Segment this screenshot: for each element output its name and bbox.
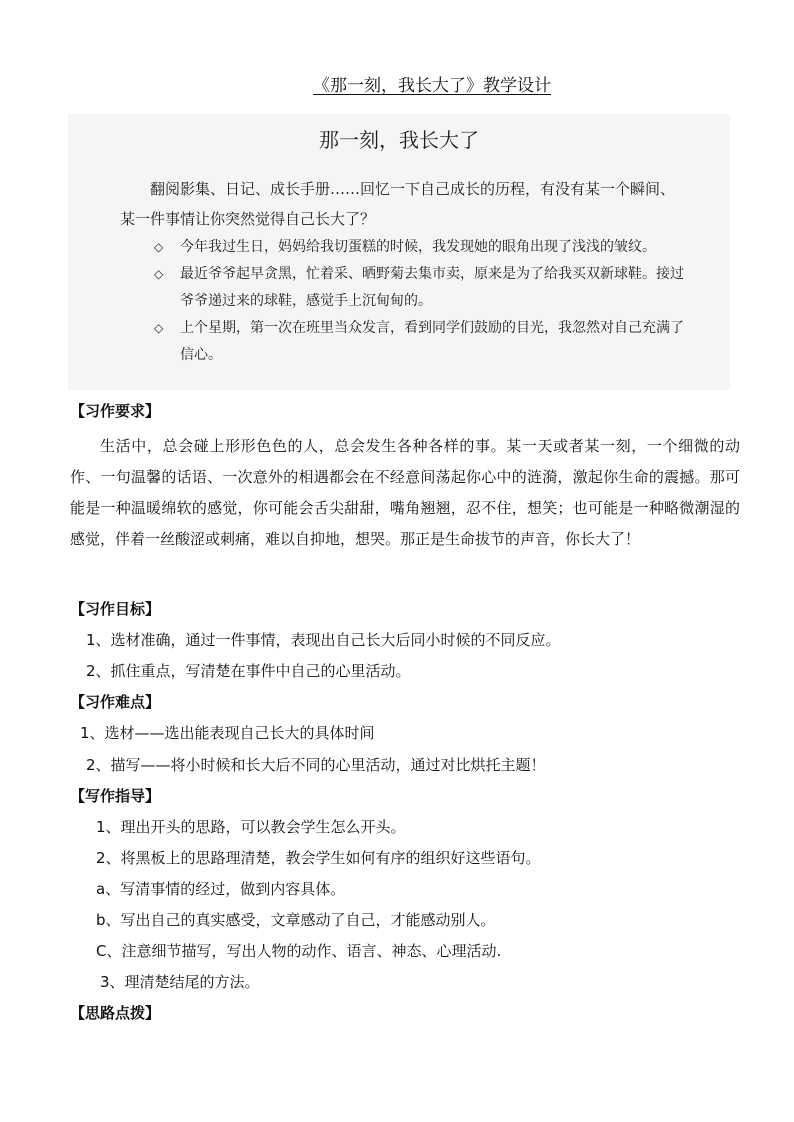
diamond-bullet-icon: ◇ [154, 240, 164, 254]
goal-item: 1、选材准确，通过一件事情，表现出自己长大后同小时候的不同反应。 [86, 631, 561, 649]
guidance-item: b、写出自己的真实感受，文章感动了自己，才能感动别人。 [96, 911, 496, 929]
guidance-item: 3、理清楚结尾的方法。 [100, 973, 260, 991]
scan-title: 那一刻，我长大了 [319, 128, 479, 152]
scan-example-item: ◇ 最近爷爷起早贪黑，忙着采、晒野菊去集市卖，原来是为了给我买双新球鞋。接过爷爷递过来的球鞋，感觉手上沉甸甸的。 [154, 261, 684, 315]
document-title: 《那一刻，我长大了》教学设计 [313, 76, 551, 96]
guidance-item: 1、理出开头的思路，可以教会学生怎么开头。 [96, 818, 406, 836]
difficulties-heading: 【习作难点】 [70, 693, 161, 711]
diamond-bullet-icon: ◇ [154, 267, 164, 281]
difficulty-item: 1、选材——选出能表现自己长大的具体时间 [80, 724, 375, 742]
scan-intro: 翻阅影集、日记、成长手册……回忆一下自己成长的历程，有没有某一个瞬间、某一件事情让你突然觉得自己长大了？ [120, 180, 676, 228]
tips-heading: 【思路点拨】 [70, 1004, 161, 1022]
guidance-heading: 【写作指导】 [70, 787, 161, 805]
diamond-bullet-icon: ◇ [154, 321, 164, 335]
guidance-item: C、注意细节描写，写出人物的动作、语言、神态、心理活动. [96, 942, 502, 960]
difficulty-item: 2、描写——将小时候和长大后不同的心里活动，通过对比烘托主题！ [86, 756, 546, 774]
scan-example-list [154, 234, 684, 369]
goal-item: 2、抓住重点，写清楚在事件中自己的心里活动。 [86, 662, 411, 680]
goals-heading: 【习作目标】 [70, 600, 161, 618]
guidance-item: a、写清事情的经过，做到内容具体。 [96, 880, 346, 898]
scan-example-item: ◇ 今年我过生日，妈妈给我切蛋糕的时候，我发现她的眼角出现了浅浅的皱纹。 [154, 234, 684, 261]
scan-example-item: ◇ 上个星期，第一次在班里当众发言，看到同学们鼓励的目光，我忽然对自己充满了信心。 [154, 315, 684, 369]
textbook-scan-image [68, 114, 730, 390]
guidance-item: 2、将黑板上的思路理清楚，教会学生如何有序的组织好这些语句。 [96, 849, 541, 867]
requirements-heading: 【习作要求】 [70, 402, 161, 420]
requirements-paragraph: 生活中，总会碰上形形色色的人，总会发生各种各样的事。某一天或者某一刻，一个细微的动作、一句温馨的话语、一次意外的相遇都会在不经意间荡起你心中的涟漪，激起你生命的震撼。那可能是一种温暖绵软的感觉，你可能会舌尖甜甜，嘴角翘翘，忍不住，想笑；也可能是一种略微潮湿的感觉，伴着一丝酸涩或刺痛，难以自抑地，想哭。那正是生命拔节的声音，你长大了！ [70, 437, 740, 548]
